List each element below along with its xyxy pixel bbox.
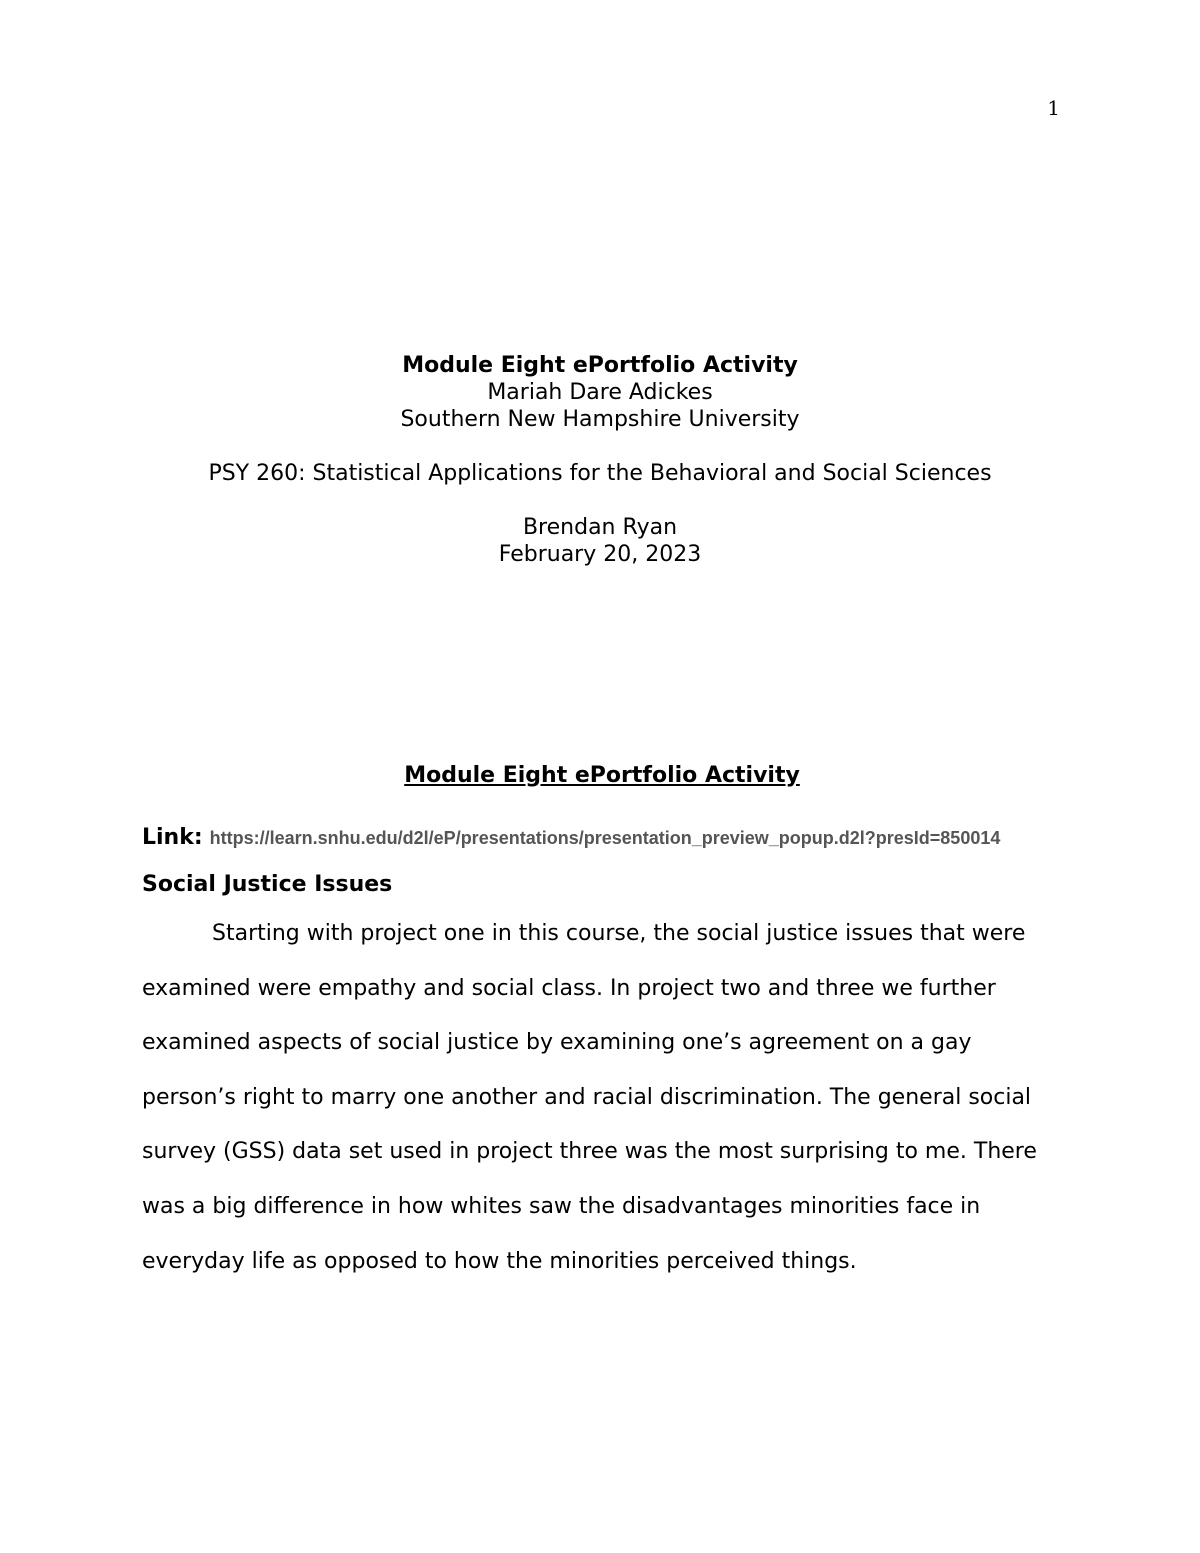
document-date: February 20, 2023	[498, 542, 702, 567]
title-page	[0, 352, 1200, 568]
document-title: Module Eight ePortfolio Activity	[402, 353, 798, 378]
link-line	[142, 811, 1062, 865]
eportfolio-link[interactable]: https://learn.snhu.edu/d2l/eP/presentations/presentation_preview_popup.d2l?presId=850014	[209, 828, 1001, 848]
author-name: Mariah Dare Adickes	[487, 380, 713, 405]
spacer	[0, 487, 1200, 514]
spacer	[0, 433, 1200, 460]
page-number: 1	[1047, 96, 1060, 120]
body-section	[142, 759, 1062, 1289]
instructor-name: Brendan Ryan	[522, 515, 678, 540]
course-name: PSY 260: Statistical Applications for the Behavioral and Social Sciences	[208, 461, 992, 486]
institution-name: Southern New Hampshire University	[400, 407, 800, 432]
body-paragraph: Starting with project one in this course, the social justice issues that were examined were empathy and social class. In project two and three we further examined aspects of social justice by examining one’s agreement on a gay person’s right to marry one another and racial discrimination. The general social survey (GSS) data set used in project three was the most surprising to me. There was a big difference in how whites saw the disadvantages minorities face in everyday life as opposed to how the minorities perceived things.	[142, 921, 1037, 1274]
link-label: Link:	[142, 825, 203, 850]
section-heading: Social Justice Issues	[142, 872, 393, 897]
section-title: Module Eight ePortfolio Activity	[404, 763, 800, 788]
